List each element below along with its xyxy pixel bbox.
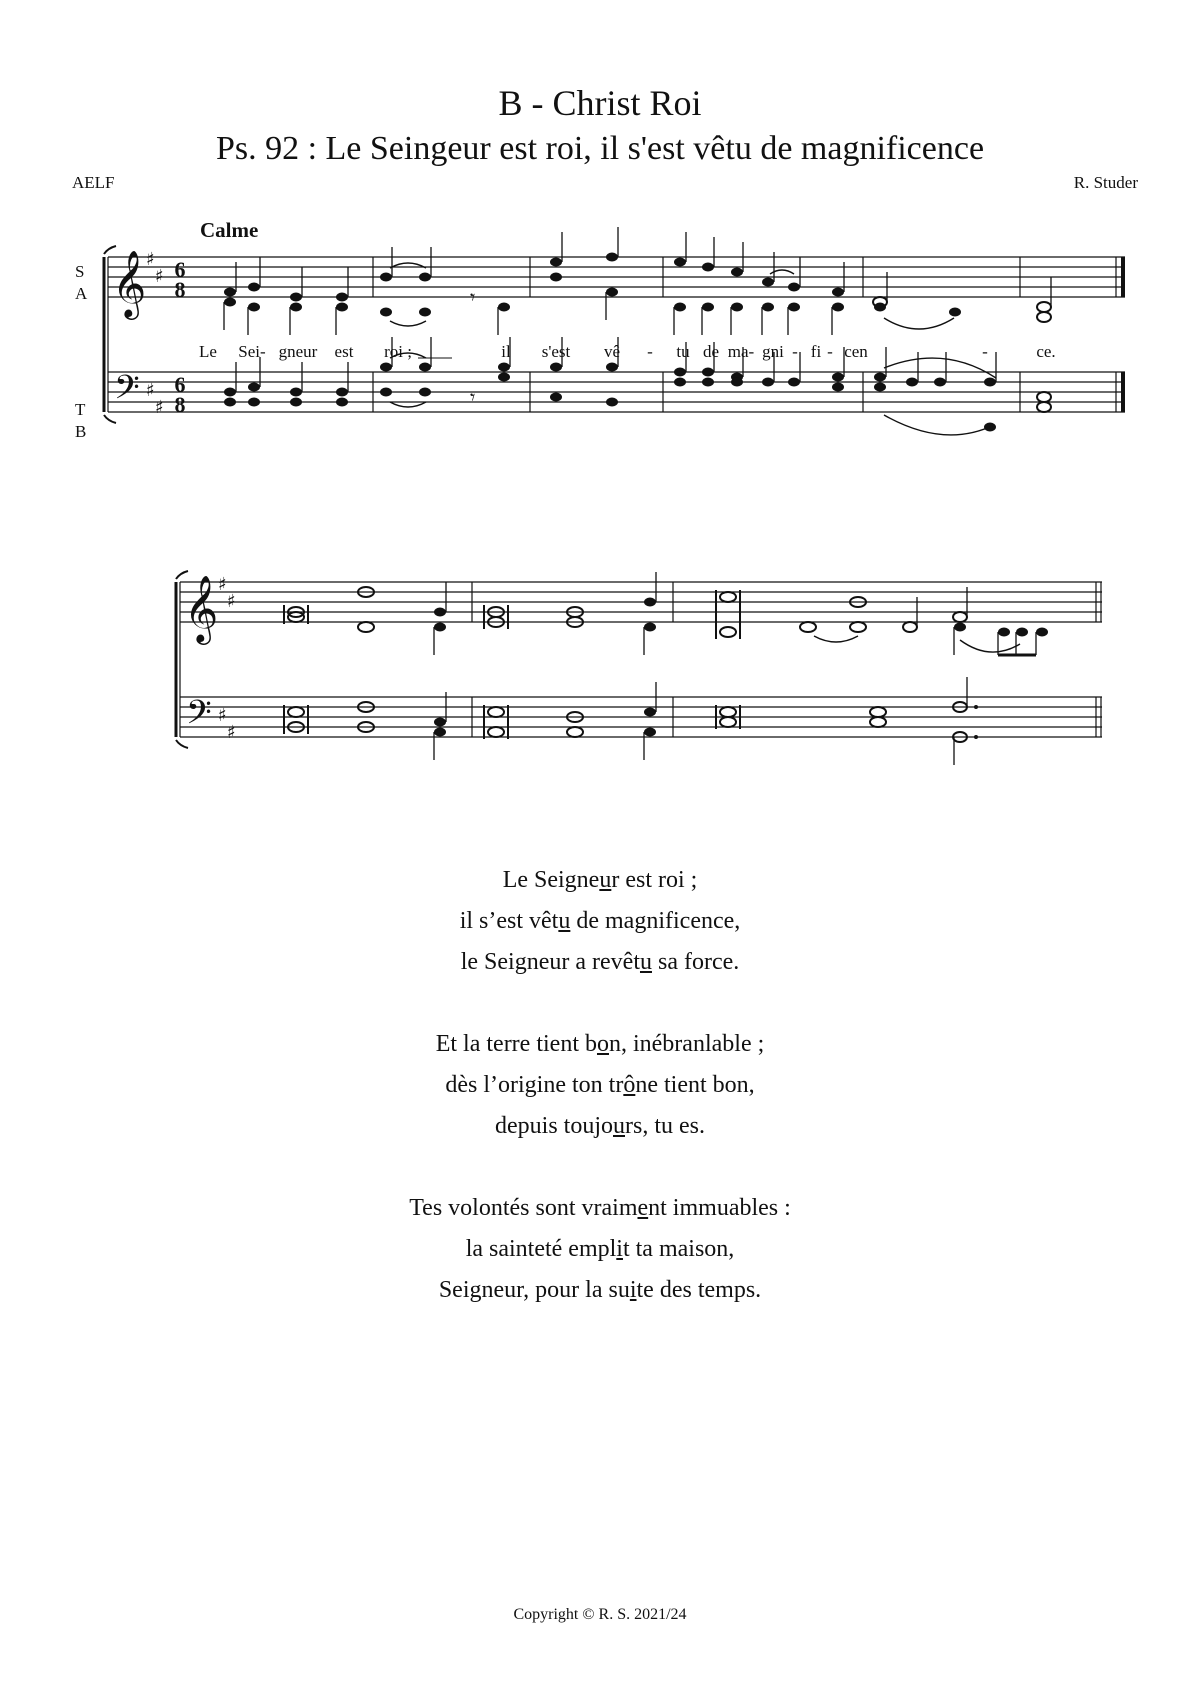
treble-staff-2 [180, 582, 1102, 622]
time-signature-top: 6 [174, 372, 186, 397]
svg-text:𝄾: 𝄾 [470, 285, 476, 309]
psalm-text-segment: sa force. [651, 949, 740, 975]
accent-syllable: i [629, 1277, 637, 1303]
bass-clef-icon: 𝄢 [114, 369, 140, 415]
time-signature-bottom: 8 [174, 392, 186, 417]
svg-text:ma-: ma- [727, 342, 755, 361]
composer-credit: R. Studer [1073, 173, 1138, 192]
copyright-notice: Copyright © R. S. 2021/24 [513, 1606, 687, 1623]
psalm-stanza [0, 1024, 1200, 1147]
psalm-text-segment: Et la terre tient b [435, 1031, 597, 1057]
lyricist-credit: AELF [72, 173, 115, 192]
svg-text:gneur: gneur [278, 342, 318, 361]
psalm-text-segment: dès l’origine ton tr [445, 1072, 624, 1098]
psalm-text-segment: te des temps. [636, 1277, 762, 1303]
accent-syllable: ô [623, 1072, 636, 1098]
psalm-line [0, 1270, 1200, 1311]
voice-label-bass: B [75, 422, 87, 441]
key-signature-sharps [146, 249, 236, 743]
page-subtitle: Ps. 92 : Le Seingeur est roi, il s'est vêtu de magnificence [215, 130, 985, 167]
voice-label-alto: A [75, 284, 88, 303]
svg-text:s'est: s'est [541, 342, 571, 361]
svg-text:-: - [792, 342, 798, 361]
svg-text:♯: ♯ [155, 397, 164, 418]
psalm-line [0, 1065, 1200, 1106]
svg-text:-: - [647, 342, 653, 361]
accent-syllable: u [613, 1113, 625, 1139]
svg-text:Le: Le [199, 342, 217, 361]
svg-text:est: est [334, 342, 354, 361]
svg-text:-: - [982, 342, 988, 361]
psalm-text-segment: le Seigneur a revêt [460, 949, 640, 975]
psalm-line [0, 942, 1200, 983]
voice-label-tenor: T [75, 400, 86, 419]
svg-text:fi: fi [810, 342, 822, 361]
tempo-marking: Calme [200, 218, 259, 242]
svg-text:♯: ♯ [146, 249, 155, 270]
psalm-text-segment: n, inébranlable ; [608, 1031, 765, 1057]
accent-syllable: i [616, 1236, 623, 1262]
psalm-text-segment: Seigneur, pour la su [438, 1277, 630, 1303]
treble-clef-icon: 𝄞 [184, 574, 219, 642]
svg-text:♯: ♯ [146, 380, 155, 401]
svg-text:♯: ♯ [155, 266, 164, 287]
psalm-text [0, 860, 1200, 1352]
psalm-text-segment: t ta maison, [622, 1236, 735, 1262]
notes-bass-2 [284, 702, 967, 742]
svg-text:♯: ♯ [227, 591, 236, 612]
svg-text:cen: cen [844, 342, 868, 361]
svg-text:il: il [501, 342, 511, 361]
psalm-text-segment: Tes volontés sont vraim [409, 1195, 638, 1221]
psalm-text-segment: rs, tu es. [625, 1113, 705, 1139]
svg-text:♯: ♯ [218, 705, 227, 726]
bass-clef-icon: 𝄢 [186, 694, 212, 740]
svg-text:-: - [827, 342, 833, 361]
psalm-text-segment: r est roi ; [611, 867, 698, 893]
svg-text:gni: gni [762, 342, 784, 361]
treble-clef-icon: 𝄞 [112, 249, 147, 317]
psalm-text-segment: nt immuables : [648, 1195, 791, 1221]
accent-syllable: e [637, 1195, 649, 1221]
svg-text:Sei-: Sei- [238, 342, 266, 361]
notes-treble-2 [284, 587, 967, 639]
time-signature-top: 6 [174, 257, 186, 282]
accent-syllable: u [599, 867, 612, 893]
svg-text:vê: vê [603, 342, 621, 361]
svg-text:de: de [702, 342, 720, 361]
svg-text:♯: ♯ [227, 722, 236, 743]
psalm-text-segment: de magnificence, [570, 908, 741, 934]
svg-text:roi ;: roi ; [384, 342, 412, 361]
stems-treble-1 [224, 227, 1051, 335]
page-title: B - Christ Roi [498, 83, 702, 123]
psalm-line [0, 1188, 1200, 1229]
psalm-line [0, 1229, 1200, 1270]
psalm-text-segment: il s’est vêt [459, 908, 559, 934]
svg-text:♯: ♯ [218, 574, 227, 595]
psalm-line [0, 1024, 1200, 1065]
voice-label-soprano: S [75, 262, 85, 281]
music-score [0, 0, 1200, 800]
psalm-line [0, 901, 1200, 942]
psalm-line [0, 860, 1200, 901]
accent-syllable: u [639, 949, 652, 975]
svg-text:ce.: ce. [1036, 342, 1056, 361]
psalm-text-segment: Le Seigne [502, 867, 600, 893]
psalm-text-segment: depuis toujo [495, 1113, 613, 1139]
psalm-line [0, 1106, 1200, 1147]
time-signature-bottom: 8 [174, 277, 186, 302]
svg-text:𝄾: 𝄾 [470, 385, 476, 409]
accent-syllable: o [596, 1031, 609, 1057]
psalm-text-segment: la sainteté empl [465, 1236, 617, 1262]
psalm-text-segment: ne tient bon, [635, 1072, 755, 1098]
psalm-stanza [0, 1188, 1200, 1311]
svg-text:tu: tu [676, 342, 690, 361]
accent-syllable: u [558, 908, 571, 934]
psalm-stanza [0, 860, 1200, 983]
